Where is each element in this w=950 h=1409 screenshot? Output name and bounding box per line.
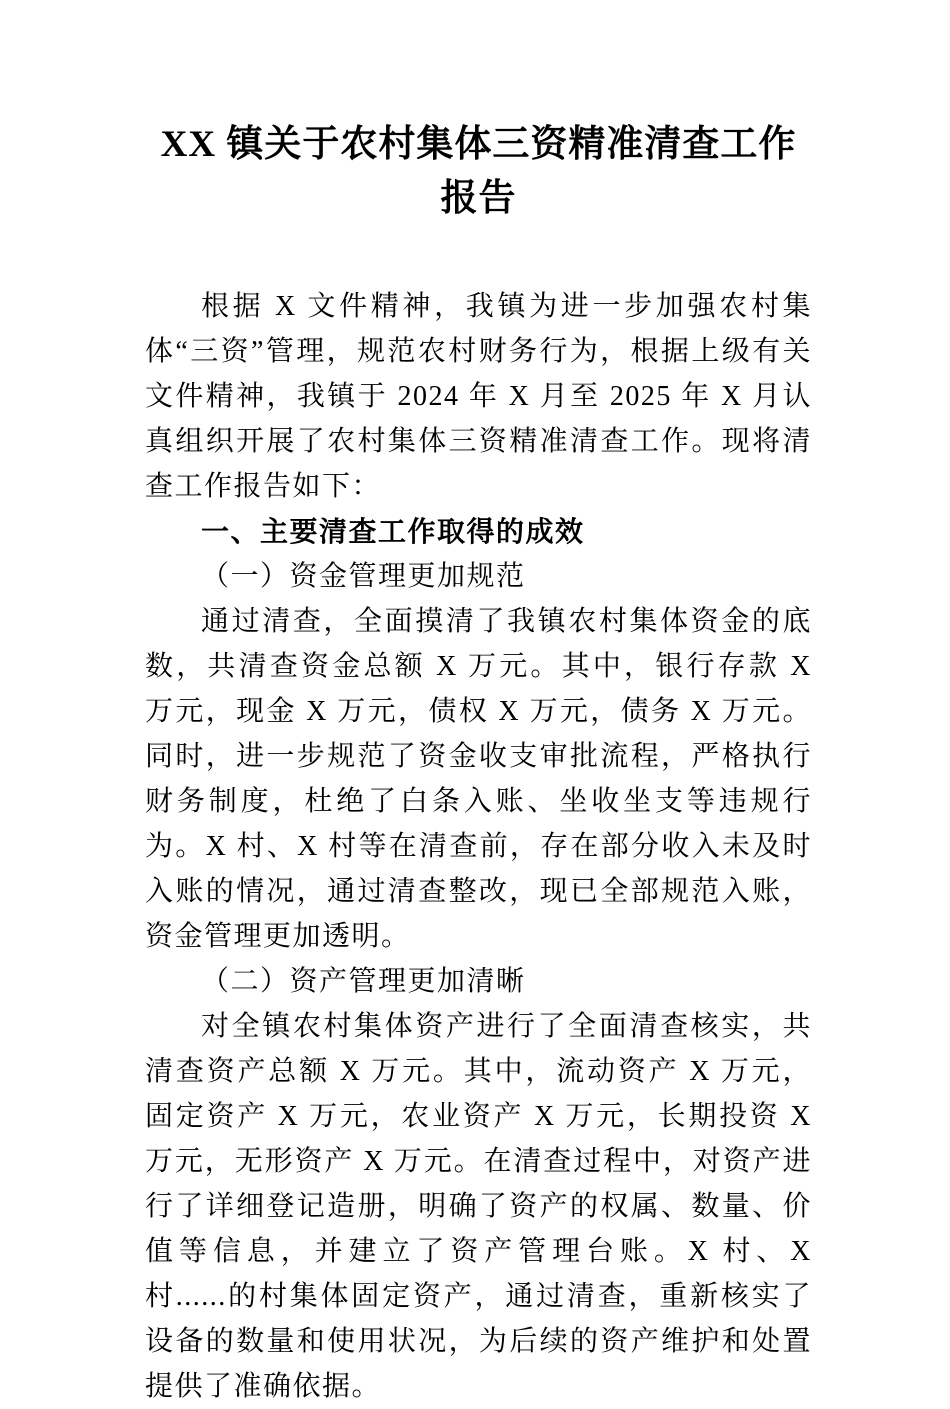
subsection-1-paragraph: 通过清查，全面摸清了我镇农村集体资金的底数，共清查资金总额 X 万元。其中，银行存款 X 万元，现金 X 万元，债权 X 万元，债务 X 万元。同时，进一步规范了资金收支审批流程，严格执行财务制度，杜绝了白条入账、坐收坐支等违规行为。X 村、X 村等在清查前，存在部分收入未及时入账的情况，通过清查整改，现已全部规范入账，资金管理更加透明。 [145, 606, 812, 952]
section-1-heading: 一、主要清查工作取得的成效 [201, 516, 585, 547]
subsection-1-heading: （一）资金管理更加规范 [201, 561, 526, 592]
subsection-2-heading: （二）资产管理更加清晰 [201, 966, 526, 997]
document-title: XX 镇关于农村集体三资精准清查工作报告 [160, 124, 797, 219]
subsection-2-paragraph: 对全镇农村集体资产进行了全面清查核实，共清查资产总额 X 万元。其中，流动资产 X 万元，固定资产 X 万元，农业资产 X 万元，长期投资 X 万元，无形资产 X 万元。在清查过程中，对资产进行了详细登记造册，明确了资产的权属、数量、价值等信息，并建立了资产管理台账。X 村、X 村......的村集体固定资产，通过清查，重新核实了设备的数量和使用状况，为后续的资产维护和处置提供了准确依据。 [145, 1011, 812, 1402]
intro-paragraph: 根据 X 文件精神，我镇为进一步加强农村集体“三资”管理，规范农村财务行为，根据上级有关文件精神，我镇于 2024 年 X 月至 2025 年 X 月认真组织开展了农村集体三资精准清查工作。现将清查工作报告如下： [145, 291, 812, 502]
